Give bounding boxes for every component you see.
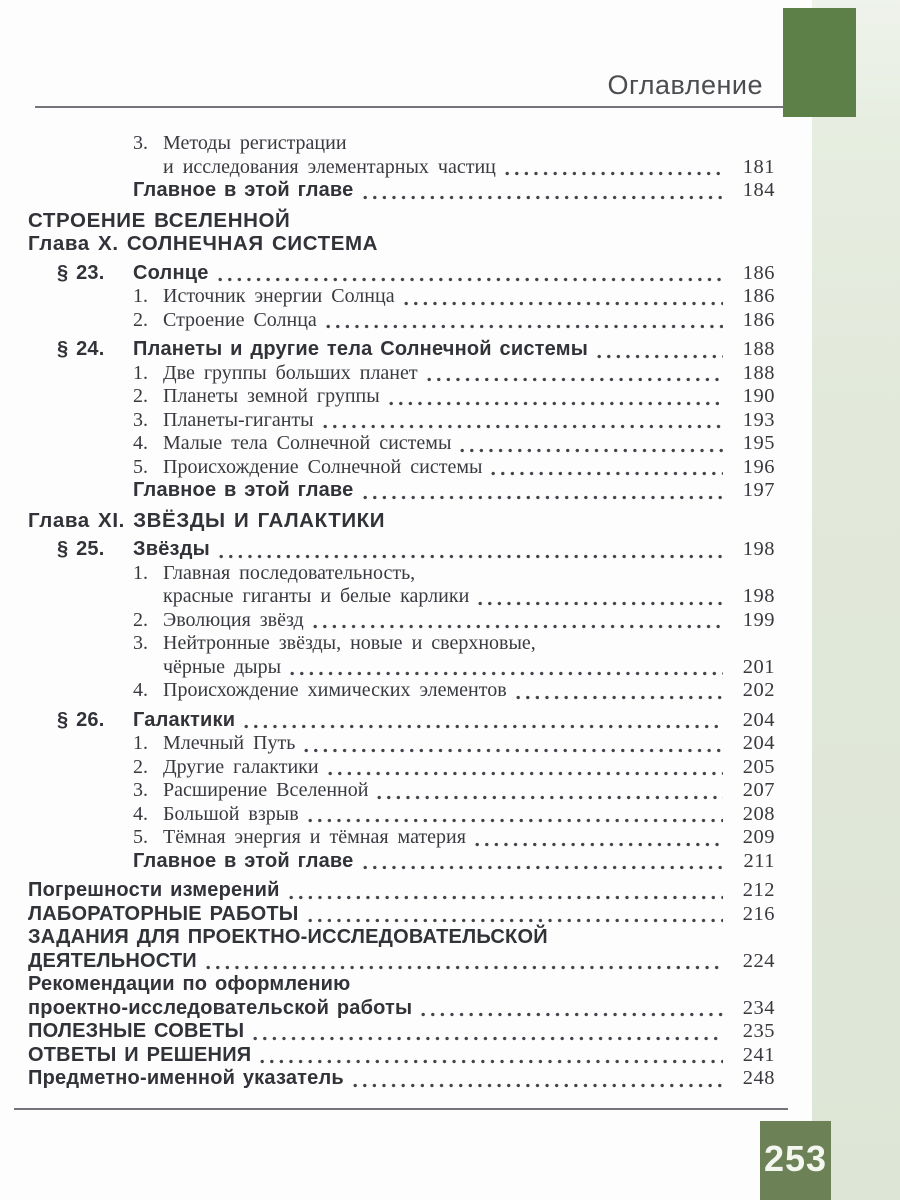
toc-entry-number: § 23. (57, 261, 105, 284)
toc-entry-title: ПОЛЕЗНЫЕ СОВЕТЫ (28, 1020, 245, 1042)
toc-entry-page: 186 (742, 261, 775, 284)
toc-entry-title: чёрные дыры (163, 655, 282, 678)
toc-entry (133, 309, 775, 333)
toc-entry (28, 509, 775, 533)
toc-entry-number: 2. (133, 385, 148, 407)
toc-entry (133, 562, 775, 609)
toc-entry (57, 262, 775, 286)
toc-leader-dots (321, 409, 725, 433)
toc-leader-dots (489, 456, 725, 480)
toc-entry (133, 456, 775, 480)
toc-entry-number: 3. (133, 779, 148, 801)
toc-entry-number: 3. (133, 632, 148, 654)
toc-leader-dots (288, 656, 725, 680)
toc-leader-dots (361, 479, 726, 503)
toc-entry (28, 209, 775, 233)
toc-entry-title: Рекомендации по оформлению (28, 973, 351, 995)
toc-entry-page: 204 (742, 708, 775, 731)
toc-entry-page: 207 (742, 779, 775, 801)
toc-entry (133, 409, 775, 433)
toc-entry (133, 609, 775, 633)
toc-entry-title: Планеты-гиганты (163, 408, 314, 431)
toc-leader-dots (217, 538, 725, 562)
toc-entry-title: Галактики (133, 708, 236, 731)
toc-entry-number: 5. (133, 455, 148, 478)
toc-entry-number: 4. (133, 679, 148, 701)
toc-entry-page: 234 (742, 996, 775, 1019)
toc-entry-page: 188 (742, 361, 775, 384)
toc-entry-title: Главное в этой главе (133, 849, 354, 872)
toc-entry (28, 973, 775, 1020)
toc-leader-dots (514, 679, 725, 703)
toc-entry (28, 1067, 775, 1091)
toc-entry-title: Происхождение химических элементов (163, 679, 507, 701)
toc-entry-page: 196 (742, 455, 775, 478)
toc-entry (133, 779, 775, 803)
toc-entry-title: и исследования элементарных частиц (163, 155, 496, 178)
toc-entry (57, 338, 775, 362)
toc-entry-number: 5. (133, 826, 148, 848)
toc-entry (28, 232, 775, 256)
toc-leader-dots (425, 362, 725, 386)
page-edge-strip (812, 0, 900, 1200)
toc-leader-dots (302, 732, 725, 756)
toc-entry (57, 538, 775, 562)
toc-entry-page: 235 (742, 1020, 775, 1042)
toc-entry-page: 181 (742, 155, 775, 178)
toc-entry-page: 202 (742, 679, 775, 701)
toc-entry-title: ОТВЕТЫ И РЕШЕНИЯ (28, 1043, 252, 1066)
toc-entry-page: 208 (742, 802, 775, 825)
toc-leader-dots (251, 1020, 725, 1044)
toc-entry-number: § 25. (57, 538, 105, 560)
toc-entry-title: Предметно-именной указатель (28, 1067, 344, 1089)
toc-entry-page: 190 (742, 385, 775, 407)
toc-entry (133, 132, 775, 179)
toc-leader-dots (258, 1044, 725, 1068)
toc-leader-dots (351, 1067, 725, 1091)
toc-leader-dots (287, 879, 725, 903)
toc-entry-title: Эволюция звёзд (163, 608, 304, 631)
toc-entry-title: ДЕЯТЕЛЬНОСТИ (28, 949, 197, 972)
toc-entry-page: 224 (742, 949, 775, 972)
toc-entry-title: Погрешности измерений (28, 879, 280, 901)
footer-rule (14, 1108, 788, 1110)
toc-leader-dots (458, 432, 725, 456)
toc-entry-title: Строение Солнца (163, 308, 317, 331)
toc-entry-page: 241 (742, 1043, 775, 1066)
toc-entry-title: красные гиганты и белые карлики (163, 585, 470, 607)
toc-entry-number: 1. (133, 732, 148, 754)
toc-entry-title: Главное в этой главе (133, 479, 354, 501)
toc-entry-title: Тёмная энергия и тёмная материя (163, 826, 466, 848)
toc-entry-title: Глава XI. ЗВЁЗДЫ И ГАЛАКТИКИ (28, 508, 386, 532)
toc-entry (28, 1044, 775, 1068)
toc-entry-title: Глава X. СОЛНЕЧНАЯ СИСТЕМА (28, 232, 379, 255)
header-rule (35, 106, 783, 108)
toc-entry (28, 1020, 775, 1044)
toc-entry-page: 184 (742, 179, 775, 201)
toc-leader-dots (311, 609, 725, 633)
toc-leader-dots (503, 156, 725, 180)
toc-leader-dots (361, 850, 726, 874)
toc-entry-page: 211 (743, 849, 775, 872)
toc-entry-title: Звёзды (133, 538, 210, 560)
toc-entry-title: ЛАБОРАТОРНЫЕ РАБОТЫ (28, 902, 299, 925)
toc-leader-dots (473, 826, 725, 850)
toc-entry-number: § 26. (57, 708, 105, 731)
toc-entry-page: 197 (742, 479, 775, 501)
toc-entry-title: Источник энергии Солнца (163, 285, 395, 307)
toc-leader-dots (204, 950, 725, 974)
toc-entry-number: 2. (133, 608, 148, 631)
toc-entry (57, 709, 775, 733)
toc-entry-number: 1. (133, 285, 148, 307)
toc-entry-page: 209 (742, 826, 775, 848)
toc-entry-page: 205 (742, 755, 775, 778)
toc-leader-dots (306, 903, 725, 927)
toc-entry-title: проектно-исследовательской работы (28, 996, 413, 1019)
toc-entry (133, 803, 775, 827)
toc-leader-dots (402, 285, 725, 309)
toc-entry-title: Другие галактики (163, 755, 319, 778)
toc-entry-page: 198 (742, 538, 775, 560)
toc-entry-number: 4. (133, 432, 148, 454)
footer-page-number-box (760, 1121, 831, 1200)
toc-entry-number: § 24. (57, 338, 105, 360)
toc-entry (28, 926, 775, 973)
toc-entry (133, 826, 775, 850)
toc-leader-dots (326, 756, 725, 780)
footer-page-number: 253 (763, 1137, 828, 1179)
toc-entry (133, 385, 775, 409)
toc-entry-page: 198 (742, 585, 775, 607)
toc-entry-number: 1. (133, 361, 148, 384)
toc-entry-title: Солнце (133, 261, 209, 284)
toc-entry (133, 179, 775, 203)
toc-entry-page: 204 (742, 732, 775, 754)
toc-entry-title: Малые тела Солнечной системы (163, 432, 452, 454)
toc-entry-page: 188 (742, 338, 775, 360)
toc-leader-dots (306, 803, 725, 827)
toc-entry (133, 432, 775, 456)
toc-entry-title: ЗАДАНИЯ ДЛЯ ПРОЕКТНО-ИССЛЕДОВАТЕЛЬСКОЙ (28, 926, 548, 948)
toc-entry-title: Нейтронные звёзды, новые и сверхновые, (163, 632, 536, 654)
toc-entry-title: Методы регистрации (163, 132, 347, 154)
toc-leader-dots (361, 179, 726, 203)
toc-entry-number: 1. (133, 561, 148, 584)
toc-entry (133, 732, 775, 756)
toc-entry-page: 216 (742, 902, 775, 925)
toc-leader-dots (324, 309, 725, 333)
toc-entry-title: Расширение Вселенной (163, 779, 369, 801)
toc-entry-page: 193 (742, 408, 775, 431)
toc-entry (133, 756, 775, 780)
toc-entry-title: Главное в этой главе (133, 179, 354, 201)
toc-entry (133, 479, 775, 503)
toc-entry-page: 186 (742, 285, 775, 307)
toc-list (28, 132, 775, 1091)
toc-entry-title: Две группы больших планет (163, 361, 418, 384)
toc-entry (133, 679, 775, 703)
toc-entry-title: Главная последовательность, (163, 561, 416, 584)
toc-entry-title: СТРОЕНИЕ ВСЕЛЕННОЙ (28, 208, 291, 232)
corner-accent-block (783, 8, 856, 117)
toc-entry-title: Планеты и другие тела Солнечной системы (133, 338, 589, 360)
toc-leader-dots (387, 385, 725, 409)
toc-entry (133, 362, 775, 386)
toc-entry (28, 879, 775, 903)
toc-leader-dots (242, 709, 725, 733)
toc-entry (133, 285, 775, 309)
toc-leader-dots (216, 262, 725, 286)
toc-entry-number: 2. (133, 308, 148, 331)
toc-entry-title: Млечный Путь (163, 732, 296, 754)
toc-entry-title: Большой взрыв (163, 802, 299, 825)
toc-leader-dots (375, 779, 725, 803)
toc-entry (28, 903, 775, 927)
toc-entry-page: 212 (742, 879, 775, 901)
toc-entry-page: 186 (742, 308, 775, 331)
toc-entry-page: 195 (742, 432, 775, 454)
toc-entry-page: 201 (742, 655, 775, 678)
toc-entry-page: 199 (742, 608, 775, 631)
toc-entry-number: 3. (133, 132, 148, 154)
toc-entry-page: 248 (742, 1067, 775, 1089)
toc-leader-dots (419, 997, 725, 1021)
toc-entry-number: 3. (133, 408, 148, 431)
toc-entry-title: Планеты земной группы (163, 385, 380, 407)
toc-entry (133, 850, 775, 874)
toc-leader-dots (476, 585, 725, 609)
page-header-title: Оглавление (607, 70, 763, 100)
toc-entry (133, 632, 775, 679)
toc-entry-number: 4. (133, 802, 148, 825)
toc-entry-title: Происхождение Солнечной системы (163, 455, 483, 478)
toc-leader-dots (595, 338, 725, 362)
toc-entry-number: 2. (133, 755, 148, 778)
